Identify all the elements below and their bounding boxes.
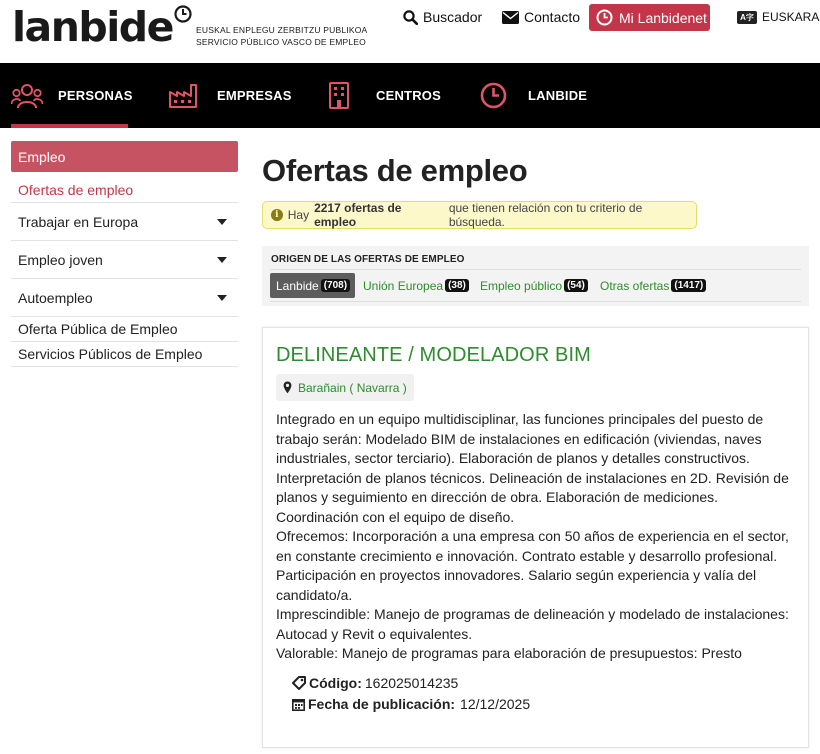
nav-label-centros: CENTROS	[376, 88, 441, 103]
divider	[270, 269, 801, 270]
alert-prefix: Hay	[287, 208, 310, 222]
tab-otras-ofertas[interactable]	[600, 273, 706, 298]
sidebar-item-label: Empleo joven	[18, 251, 103, 268]
alert-count: 2217 ofertas de empleo	[314, 201, 402, 229]
offer-origin-filter	[262, 246, 809, 306]
sidebar-item-empleo[interactable]: Empleo	[11, 141, 238, 172]
sidebar-item-label: Autoempleo	[18, 289, 93, 306]
job-publication-date	[292, 696, 530, 712]
nav-item-centros[interactable]	[329, 63, 441, 128]
top-header	[0, 0, 820, 63]
lanbide-clock-icon	[596, 9, 613, 26]
nav-active-indicator	[11, 124, 128, 128]
factory-icon	[169, 84, 197, 108]
sidebar-item-trabajar-en-europa[interactable]	[11, 203, 238, 241]
job-date-label: Fecha de publicación:	[308, 696, 456, 712]
main-navigation	[0, 63, 820, 128]
mi-lanbidenet-button[interactable]	[589, 4, 710, 31]
sidebar-item-oferta-publica[interactable]: Oferta Pública de Empleo	[11, 317, 238, 342]
tab-label: Otras ofertas	[600, 278, 670, 293]
caret-down-icon[interactable]	[217, 295, 227, 301]
results-alert	[262, 201, 697, 229]
job-title-link[interactable]: DELINEANTE / MODELADOR BIM	[276, 344, 591, 366]
contact-label: Contacto	[524, 9, 581, 25]
divider	[270, 301, 801, 302]
nav-label-empresas: EMPRESAS	[217, 88, 292, 103]
tagline-spanish: SERVICIO PÚBLICO VASCO DE EMPLEO	[196, 37, 366, 47]
logo-tagline	[196, 24, 367, 48]
tab-count: (54)	[564, 279, 588, 292]
info-icon: i	[271, 209, 283, 221]
nav-label-personas: PERSONAS	[58, 88, 133, 103]
envelope-icon	[502, 11, 519, 24]
alert-suffix: que tienen relación con tu criterio de búsqueda.	[448, 201, 643, 229]
job-code	[292, 675, 458, 691]
description-paragraph: Integrado en un equipo multidisciplinar, las funciones principales del puesto de trabajo serán: Modelado BIM de instalaciones en edificación (viviendas, naves industriales, sector terciario). Elaboración de planos y detalles constructivos. Interpretación de planos técnicos. Delineación de instalaciones en 2D. Revisión de planos y seguimiento en dirección de obra. Elaboración de mediciones. Coordinación con el equipo de diseño.	[276, 411, 789, 525]
sidebar-item-empleo-joven[interactable]	[11, 241, 238, 279]
search-icon	[403, 10, 418, 25]
description-paragraph: Imprescindible: Manejo de programas de delineación y modelado de instalaciones: Autocad y Revit o equivalentes.	[276, 606, 789, 642]
nav-item-personas[interactable]	[11, 63, 133, 128]
tab-count: (1417)	[671, 279, 706, 292]
tab-union-europea[interactable]	[363, 273, 469, 298]
description-paragraph: Valorable: Manejo de programas para elaboración de presupuestos: Presto	[276, 645, 742, 661]
lanbide-clock-icon	[480, 82, 507, 109]
search-label: Buscador	[423, 9, 483, 25]
origin-title: ORIGEN DE LAS OFERTAS DE EMPLEO	[271, 254, 465, 265]
sidebar-item-servicios-publicos[interactable]: Servicios Públicos de Empleo	[11, 342, 238, 367]
caret-down-icon[interactable]	[217, 257, 227, 263]
logo-wordmark: lanbide	[12, 3, 173, 51]
tab-label: Lanbide	[276, 278, 319, 293]
calendar-icon	[292, 698, 305, 711]
job-code-label: Código:	[309, 675, 362, 691]
contact-link[interactable]	[502, 9, 580, 25]
tab-count: (708)	[321, 279, 350, 292]
description-paragraph: Ofrecemos: Incorporación a una empresa con 50 años de experiencia en el sector, en constante crecimiento e innovación. Contrato estable y desarrollo profesional. Participación en proyectos innovadores. Salario según experiencia y valía del candidato/a.	[276, 528, 789, 603]
tab-lanbide[interactable]	[270, 273, 355, 298]
job-location-label: Barañain ( Navarra )	[298, 380, 407, 395]
caret-down-icon[interactable]	[217, 219, 227, 225]
job-date-value: 12/12/2025	[460, 696, 531, 712]
job-description	[276, 410, 801, 664]
tagline-basque: EUSKAL ENPLEGU ZERBITZU PUBLIKOA	[196, 25, 368, 35]
tag-icon	[292, 676, 306, 690]
building-icon	[329, 82, 349, 109]
map-pin-icon	[283, 381, 292, 394]
job-offer-card	[262, 327, 809, 748]
nav-item-empresas[interactable]	[169, 63, 292, 128]
lanbide-logo[interactable]	[12, 4, 192, 50]
people-icon	[11, 82, 43, 110]
tab-empleo-publico[interactable]	[480, 273, 588, 298]
mi-lanbidenet-label: Mi Lanbidenet	[619, 9, 707, 26]
nav-label-lanbide: LANBIDE	[528, 88, 588, 103]
job-location[interactable]	[276, 374, 414, 401]
language-label: EUSKARA	[762, 10, 820, 24]
job-code-value: 162025014235	[364, 675, 459, 691]
nav-item-lanbide[interactable]	[480, 63, 587, 128]
search-link[interactable]	[403, 9, 482, 25]
page-title: Ofertas de empleo	[262, 153, 528, 188]
sidebar-item-ofertas-de-empleo[interactable]: Ofertas de empleo	[11, 178, 238, 203]
tab-count: (38)	[445, 279, 469, 292]
logo-clock-icon	[174, 5, 192, 23]
language-link[interactable]	[737, 9, 819, 25]
sidebar	[11, 141, 238, 367]
sidebar-item-label: Trabajar en Europa	[18, 213, 139, 230]
sidebar-item-autoempleo[interactable]	[11, 279, 238, 317]
tab-label: Empleo público	[480, 278, 563, 293]
language-icon: A字	[737, 11, 757, 24]
tab-label: Unión Europea	[363, 278, 444, 293]
